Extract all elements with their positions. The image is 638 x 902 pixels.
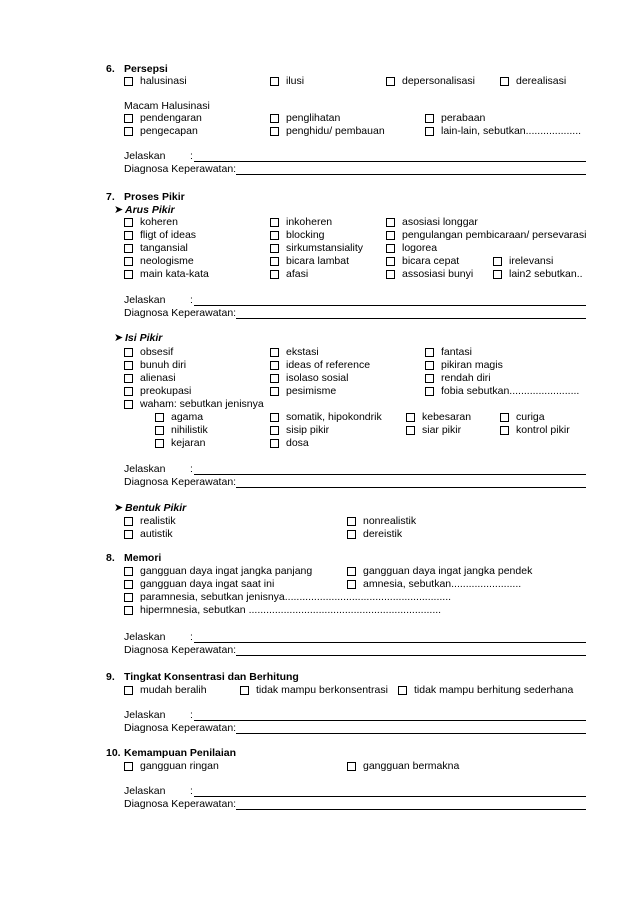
checkbox-label: dosa — [286, 437, 309, 449]
jelaskan-input-line[interactable] — [194, 474, 586, 475]
checkbox[interactable] — [124, 580, 133, 589]
checkbox[interactable] — [270, 439, 279, 448]
checkbox-label: fobia sebutkan........................ — [441, 385, 580, 397]
checkbox[interactable] — [270, 387, 279, 396]
diagnosa-input-line[interactable] — [236, 318, 586, 319]
jelaskan-label: Jelaskan — [124, 463, 166, 475]
checkbox-label: pikiran magis — [441, 359, 503, 371]
checkbox-label: asosiasi longgar — [402, 216, 478, 228]
checkbox[interactable] — [270, 231, 279, 240]
jelaskan-input-line[interactable] — [194, 161, 586, 162]
checkbox[interactable] — [425, 127, 434, 136]
jelaskan-input-line[interactable] — [194, 305, 586, 306]
checkbox-label: kebesaran — [422, 411, 472, 423]
checkbox-label: assosiasi bunyi — [402, 268, 474, 280]
colon: : — [190, 631, 193, 643]
checkbox-label: ilusi — [286, 75, 305, 87]
checkbox[interactable] — [493, 257, 502, 266]
checkbox-label: paramnesia, sebutkan jenisnya......................................................... — [140, 591, 452, 603]
checkbox-label: kontrol pikir — [516, 424, 570, 436]
checkbox[interactable] — [124, 361, 133, 370]
checkbox[interactable] — [493, 270, 502, 279]
checkbox[interactable] — [347, 762, 356, 771]
checkbox-label: penglihatan — [286, 112, 341, 124]
checkbox[interactable] — [124, 686, 133, 695]
checkbox-label: kejaran — [171, 437, 206, 449]
checkbox-label: bicara cepat — [402, 255, 460, 267]
checkbox-label: realistik — [140, 515, 176, 527]
checkbox[interactable] — [124, 244, 133, 253]
subsection-label: Macam Halusinasi — [124, 100, 210, 112]
jelaskan-input-line[interactable] — [194, 720, 586, 721]
checkbox-label: waham: sebutkan jenisnya — [140, 398, 264, 410]
checkbox-label: pesimisme — [286, 385, 337, 397]
checkbox-label: main kata-kata — [140, 268, 209, 280]
diagnosa-label: Diagnosa Keperawatan: — [124, 476, 237, 488]
checkbox-label: gangguan daya ingat jangka panjang — [140, 565, 313, 577]
colon: : — [190, 785, 193, 797]
checkbox[interactable] — [386, 218, 395, 227]
checkbox-label: inkoheren — [286, 216, 333, 228]
checkbox[interactable] — [386, 257, 395, 266]
checkbox-label: fligt of ideas — [140, 229, 197, 241]
checkbox[interactable] — [347, 567, 356, 576]
checkbox-label: gangguan ringan — [140, 760, 219, 772]
checkbox[interactable] — [124, 517, 133, 526]
checkbox[interactable] — [425, 361, 434, 370]
checkbox-label: dereistik — [363, 528, 403, 540]
checkbox-label: pengulangan pembicaraan/ persevarasi — [402, 229, 587, 241]
subsection-title: Isi Pikir — [125, 332, 163, 344]
checkbox[interactable] — [270, 426, 279, 435]
checkbox-label: somatik, hipokondrik — [286, 411, 382, 423]
checkbox-label: isolaso sosial — [286, 372, 349, 384]
checkbox-label: agama — [171, 411, 204, 423]
checkbox[interactable] — [347, 530, 356, 539]
checkbox[interactable] — [124, 593, 133, 602]
diagnosa-input-line[interactable] — [236, 809, 586, 810]
checkbox-label: gangguan daya ingat jangka pendek — [363, 565, 533, 577]
colon: : — [190, 709, 193, 721]
checkbox-label: perabaan — [441, 112, 486, 124]
diagnosa-label: Diagnosa Keperawatan: — [124, 722, 237, 734]
checkbox-label: logorea — [402, 242, 438, 254]
checkbox[interactable] — [500, 77, 509, 86]
checkbox[interactable] — [425, 374, 434, 383]
checkbox[interactable] — [270, 270, 279, 279]
checkbox[interactable] — [124, 231, 133, 240]
checkbox-label: koheren — [140, 216, 178, 228]
checkbox[interactable] — [124, 77, 133, 86]
checkbox-label: preokupasi — [140, 385, 192, 397]
checkbox[interactable] — [425, 348, 434, 357]
checkbox-label: gangguan daya ingat saat ini — [140, 578, 275, 590]
jelaskan-label: Jelaskan — [124, 294, 166, 306]
jelaskan-label: Jelaskan — [124, 631, 166, 643]
checkbox[interactable] — [347, 517, 356, 526]
checkbox-label: tidak mampu berhitung sederhana — [414, 684, 574, 696]
checkbox-label: lain2 sebutkan.. — [509, 268, 583, 280]
diagnosa-label: Diagnosa Keperawatan: — [124, 644, 237, 656]
checkbox[interactable] — [124, 257, 133, 266]
checkbox-label: hipermnesia, sebutkan .................................................................. — [140, 604, 442, 616]
checkbox[interactable] — [270, 218, 279, 227]
checkbox-label: afasi — [286, 268, 309, 280]
section-title: Proses Pikir — [124, 191, 185, 203]
checkbox-label: gangguan bermakna — [363, 760, 460, 772]
checkbox-label: tangansial — [140, 242, 188, 254]
checkbox-label: penghidu/ pembauan — [286, 125, 385, 137]
checkbox[interactable] — [347, 580, 356, 589]
checkbox[interactable] — [406, 426, 415, 435]
checkbox-label: sisip pikir — [286, 424, 330, 436]
checkbox[interactable] — [124, 270, 133, 279]
checkbox-label: siar pikir — [422, 424, 462, 436]
section-number: 7. — [106, 191, 115, 203]
colon: : — [190, 463, 193, 475]
checkbox[interactable] — [124, 218, 133, 227]
checkbox[interactable] — [425, 114, 434, 123]
checkbox-label: tidak mampu berkonsentrasi — [256, 684, 388, 696]
checkbox[interactable] — [155, 439, 164, 448]
section-title: Persepsi — [124, 63, 168, 75]
checkbox[interactable] — [124, 374, 133, 383]
checkbox[interactable] — [270, 361, 279, 370]
diagnosa-input-line[interactable] — [236, 174, 586, 175]
checkbox-label: pendengaran — [140, 112, 202, 124]
checkbox[interactable] — [124, 606, 133, 615]
checkbox-label: depersonalisasi — [402, 75, 475, 87]
checkbox[interactable] — [425, 387, 434, 396]
checkbox-label: amnesia, sebutkan........................ — [363, 578, 522, 590]
section-title: Kemampuan Penilaian — [124, 747, 237, 759]
checkbox-label: neologisme — [140, 255, 194, 267]
checkbox[interactable] — [270, 77, 279, 86]
colon: : — [190, 294, 193, 306]
diagnosa-label: Diagnosa Keperawatan: — [124, 798, 237, 810]
checkbox-label: ekstasi — [286, 346, 319, 358]
checkbox-label: bicara lambat — [286, 255, 350, 267]
jelaskan-label: Jelaskan — [124, 785, 166, 797]
checkbox[interactable] — [270, 257, 279, 266]
checkbox[interactable] — [270, 127, 279, 136]
checkbox-label: nonrealistik — [363, 515, 417, 527]
jelaskan-input-line[interactable] — [194, 796, 586, 797]
checkbox[interactable] — [240, 686, 249, 695]
checkbox[interactable] — [155, 413, 164, 422]
checkbox-label: blocking — [286, 229, 325, 241]
checkbox[interactable] — [124, 567, 133, 576]
checkbox[interactable] — [124, 348, 133, 357]
checkbox-label: derealisasi — [516, 75, 567, 87]
section-number: 9. — [106, 671, 115, 683]
diagnosa-input-line[interactable] — [236, 655, 586, 656]
diagnosa-label: Diagnosa Keperawatan: — [124, 307, 237, 319]
diagnosa-input-line[interactable] — [236, 733, 586, 734]
checkbox-label: ideas of reference — [286, 359, 371, 371]
checkbox[interactable] — [155, 426, 164, 435]
checkbox-label: autistik — [140, 528, 173, 540]
section-number: 6. — [106, 63, 115, 75]
checkbox[interactable] — [124, 127, 133, 136]
checkbox-label: rendah diri — [441, 372, 491, 384]
section-title: Tingkat Konsentrasi dan Berhitung — [124, 671, 299, 683]
checkbox-label: curiga — [516, 411, 545, 423]
checkbox[interactable] — [398, 686, 407, 695]
checkbox-label: halusinasi — [140, 75, 187, 87]
section-number: 8. — [106, 552, 115, 564]
checkbox-label: fantasi — [441, 346, 472, 358]
checkbox-label: alienasi — [140, 372, 176, 384]
jelaskan-label: Jelaskan — [124, 709, 166, 721]
arrow-bullet-icon: ➤ — [114, 204, 124, 216]
checkbox[interactable] — [500, 413, 509, 422]
colon: : — [190, 150, 193, 162]
checkbox[interactable] — [124, 114, 133, 123]
checkbox[interactable] — [500, 426, 509, 435]
checkbox-label: mudah beralih — [140, 684, 207, 696]
diagnosa-label: Diagnosa Keperawatan: — [124, 163, 237, 175]
checkbox[interactable] — [270, 114, 279, 123]
checkbox[interactable] — [386, 244, 395, 253]
checkbox-label: bunuh diri — [140, 359, 187, 371]
diagnosa-input-line[interactable] — [236, 487, 586, 488]
checkbox-label: pengecapan — [140, 125, 198, 137]
checkbox-label: obsesif — [140, 346, 174, 358]
subsection-title: Arus Pikir — [125, 204, 175, 216]
checkbox-label: sirkumstansiality — [286, 242, 364, 254]
section-number: 10. — [106, 747, 121, 759]
checkbox[interactable] — [270, 348, 279, 357]
section-title: Memori — [124, 552, 162, 564]
subsection-title: Bentuk Pikir — [125, 502, 187, 514]
checkbox[interactable] — [124, 762, 133, 771]
jelaskan-label: Jelaskan — [124, 150, 166, 162]
checkbox[interactable] — [386, 270, 395, 279]
checkbox[interactable] — [124, 400, 133, 409]
checkbox-label: lain-lain, sebutkan................... — [441, 125, 582, 137]
checkbox[interactable] — [124, 530, 133, 539]
checkbox[interactable] — [124, 387, 133, 396]
checkbox[interactable] — [270, 244, 279, 253]
checkbox[interactable] — [386, 231, 395, 240]
checkbox[interactable] — [406, 413, 415, 422]
checkbox[interactable] — [270, 413, 279, 422]
checkbox[interactable] — [270, 374, 279, 383]
arrow-bullet-icon: ➤ — [114, 502, 124, 514]
checkbox-label: irelevansi — [509, 255, 554, 267]
arrow-bullet-icon: ➤ — [114, 332, 124, 344]
checkbox-label: nihilistik — [171, 424, 208, 436]
jelaskan-input-line[interactable] — [194, 642, 586, 643]
checkbox[interactable] — [386, 77, 395, 86]
